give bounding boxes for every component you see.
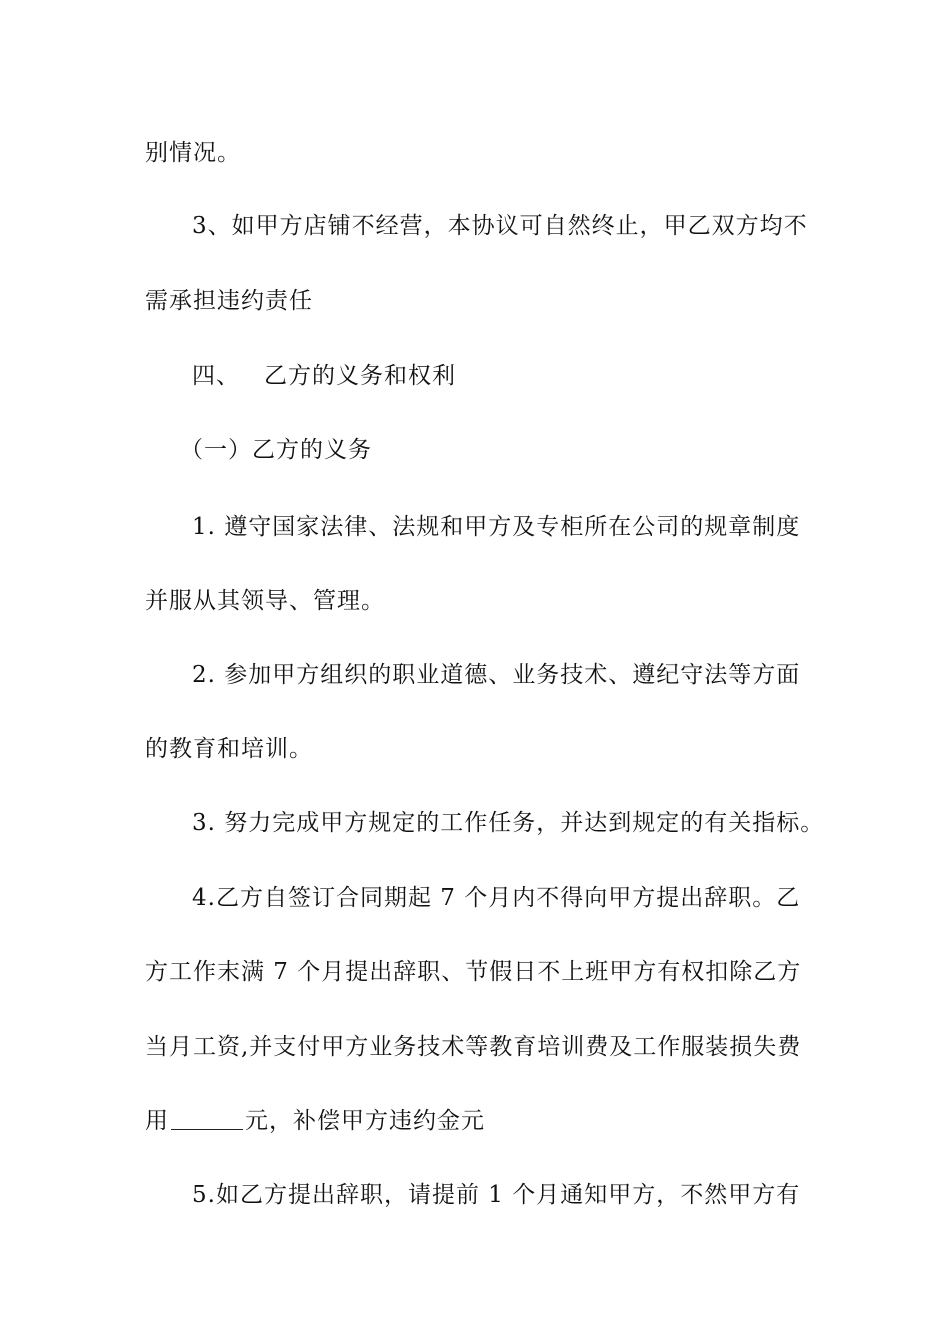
paragraph-line: 1. 遵守国家法律、法规和甲方及专柜所在公司的规章制度 <box>192 514 801 540</box>
paragraph-line: 需承担违约责任 <box>145 288 313 314</box>
paragraph-line: 方工作末满 7 个月提出辞职、节假日不上班甲方有权扣除乙方 <box>145 959 802 985</box>
paragraph-line: 3、如甲方店铺不经营，本协议可自然终止，甲乙双方均不 <box>192 213 808 239</box>
paragraph-line: 3. 努力完成甲方规定的工作任务，并达到规定的有关指标。 <box>192 810 825 836</box>
section-heading <box>192 356 892 396</box>
fill-in-blank <box>171 1107 243 1130</box>
paragraph-line: 4.乙方自签订合同期起 7 个月内不得向甲方提出辞职。乙 <box>192 885 801 911</box>
line-prefix: 用 <box>145 1108 169 1134</box>
subsection-heading: （一）乙方的义务 <box>180 437 372 463</box>
section-title: 乙方的义务和权利 <box>264 363 456 389</box>
paragraph-line: 并服从其领导、管理。 <box>145 588 385 614</box>
line-rest: 元，补偿甲方违约金元 <box>245 1108 485 1134</box>
paragraph-line <box>145 1101 845 1141</box>
section-number: 四、 <box>192 363 240 389</box>
paragraph-line: 别情况。 <box>145 140 241 166</box>
paragraph-line: 的教育和培训。 <box>145 736 313 762</box>
paragraph-line: 2. 参加甲方组织的职业道德、业务技术、遵纪守法等方面 <box>192 662 801 688</box>
paragraph-line: 5.如乙方提出辞职，请提前 1 个月通知甲方，不然甲方有 <box>192 1182 801 1208</box>
paragraph-line: 当月工资,并支付甲方业务技术等教育培训费及工作服装损失费 <box>145 1034 802 1060</box>
